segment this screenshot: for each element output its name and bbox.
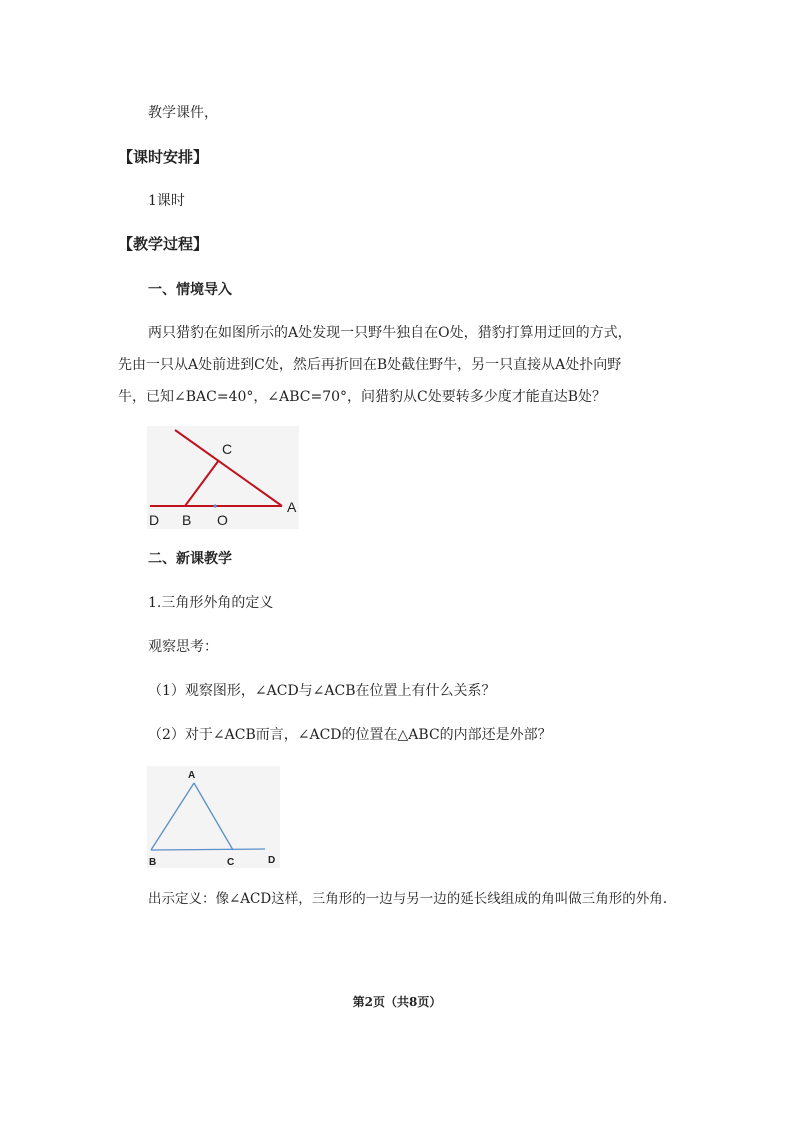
- section-new-lesson-title: 二、新课教学: [148, 551, 232, 567]
- exterior-angle-definition-title: 1.三角形外角的定义: [148, 595, 274, 611]
- triangle-figure: [147, 766, 280, 868]
- question-2: （2）对于∠ACB而言，∠ACD的位置在△ABC的内部还是外部？: [148, 727, 552, 743]
- heading-schedule: 【课时安排】: [118, 148, 209, 166]
- observe-text: 观察思考：: [148, 639, 218, 655]
- label-b: B: [182, 512, 192, 528]
- label-c: C: [222, 441, 233, 457]
- page-footer: 第2页（共8页）: [352, 995, 442, 1009]
- heading-process: 【教学过程】: [118, 235, 209, 253]
- intro-paragraph-line-3: 牛，已知∠BAC=40°，∠ABC=70°，问猎豹从C处要转多少度才能直达B处？: [118, 389, 607, 405]
- label-c: C: [227, 857, 235, 868]
- label-d: D: [268, 855, 276, 866]
- label-d: D: [149, 512, 160, 528]
- point-o: [213, 504, 216, 507]
- label-b: B: [149, 857, 157, 868]
- intro-paragraph-line-2: 先由一只从A处前进到C处，然后再折回在B处截住野牛，另一只直接从A处扑向野: [118, 357, 622, 373]
- triangle-diagram-svg: [147, 766, 280, 868]
- label-o: O: [217, 512, 228, 528]
- section-intro-title: 一、情境导入: [148, 282, 232, 298]
- intro-paragraph-line-1: 两只猎豹在如图所示的A处发现一只野牛独自在O处，猎豹打算用迂回的方式，: [148, 325, 632, 341]
- definition-text: 出示定义：像∠ACD这样，三角形的一边与另一边的延长线组成的角叫做三角形的外角.: [148, 891, 668, 907]
- cheetah-diagram-svg: [147, 426, 299, 529]
- cheetah-figure: [147, 426, 299, 529]
- label-a: A: [188, 770, 196, 781]
- schedule-text: 1课时: [148, 193, 185, 209]
- materials-text: 教学课件，: [148, 105, 218, 121]
- question-1: （1）观察图形，∠ACD与∠ACB在位置上有什么关系？: [148, 683, 496, 699]
- label-a: A: [287, 499, 297, 515]
